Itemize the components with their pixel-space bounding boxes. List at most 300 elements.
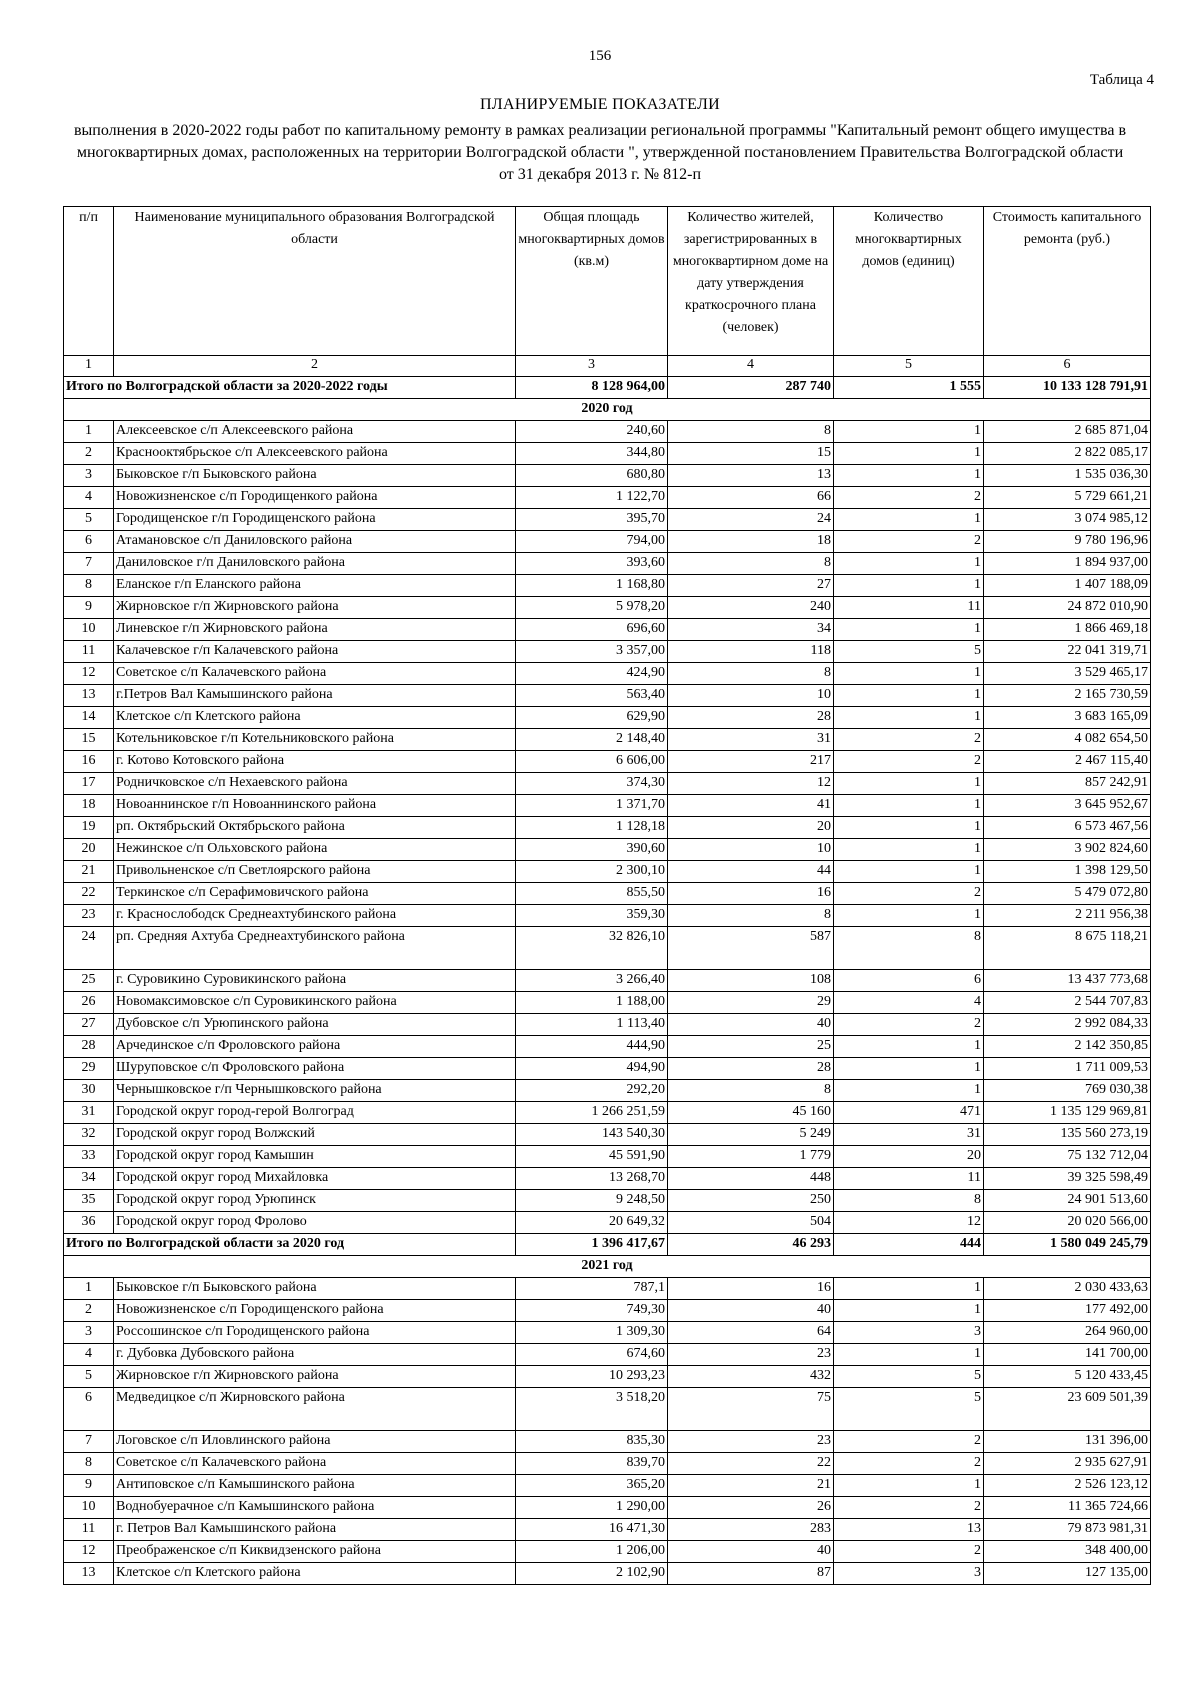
row-municipality: Медведицкое с/п Жирновского района — [114, 1388, 516, 1431]
table-row — [64, 465, 1151, 487]
row-index: 5 — [64, 1366, 114, 1388]
row-residents: 27 — [668, 575, 834, 597]
header-area: Общая площадь многоквартирных домов (кв.м) — [516, 207, 668, 356]
row-houses: 3 — [834, 1322, 984, 1344]
total-all-residents: 287 740 — [668, 377, 834, 399]
row-municipality: Городской округ город Урюпинск — [114, 1190, 516, 1212]
row-cost: 11 365 724,66 — [984, 1497, 1151, 1519]
table-row — [64, 531, 1151, 553]
row-cost: 1 398 129,50 — [984, 861, 1151, 883]
row-houses: 4 — [834, 992, 984, 1014]
row-cost: 8 675 118,21 — [984, 927, 1151, 970]
table-row — [64, 487, 1151, 509]
row-area: 1 168,80 — [516, 575, 668, 597]
row-cost: 3 529 465,17 — [984, 663, 1151, 685]
row-houses: 1 — [834, 707, 984, 729]
row-index: 18 — [64, 795, 114, 817]
row-index: 6 — [64, 531, 114, 553]
row-cost: 3 683 165,09 — [984, 707, 1151, 729]
row-cost: 2 935 627,91 — [984, 1453, 1151, 1475]
year-2021-label: 2021 год — [64, 1256, 1151, 1278]
row-area: 629,90 — [516, 707, 668, 729]
row-houses: 1 — [834, 1080, 984, 1102]
row-index: 9 — [64, 597, 114, 619]
table-row — [64, 575, 1151, 597]
row-index: 10 — [64, 619, 114, 641]
row-index: 14 — [64, 707, 114, 729]
table-row — [64, 1541, 1151, 1563]
row-area: 1 122,70 — [516, 487, 668, 509]
row-municipality: Чернышковское г/п Чернышковского района — [114, 1080, 516, 1102]
row-area: 674,60 — [516, 1344, 668, 1366]
row-houses: 3 — [834, 1563, 984, 1585]
row-residents: 217 — [668, 751, 834, 773]
row-area: 344,80 — [516, 443, 668, 465]
row-index: 1 — [64, 421, 114, 443]
row-index: 33 — [64, 1146, 114, 1168]
table-row — [64, 795, 1151, 817]
row-index: 11 — [64, 641, 114, 663]
year-2020-row — [64, 399, 1151, 421]
row-residents: 240 — [668, 597, 834, 619]
row-area: 45 591,90 — [516, 1146, 668, 1168]
row-index: 11 — [64, 1519, 114, 1541]
table-row — [64, 1563, 1151, 1585]
row-municipality: рп. Средняя Ахтуба Среднеахтубинского района — [114, 927, 516, 970]
row-houses: 1 — [834, 1475, 984, 1497]
row-index: 8 — [64, 575, 114, 597]
row-area: 424,90 — [516, 663, 668, 685]
row-houses: 2 — [834, 1541, 984, 1563]
table-label: Таблица 4 — [1089, 72, 1154, 88]
row-residents: 34 — [668, 619, 834, 641]
row-houses: 2 — [834, 729, 984, 751]
row-municipality: Жирновское г/п Жирновского района — [114, 1366, 516, 1388]
row-index: 6 — [64, 1388, 114, 1431]
row-municipality: г. Краснослободск Среднеахтубинского района — [114, 905, 516, 927]
row-houses: 5 — [834, 1388, 984, 1431]
row-municipality: Городской округ город Волжский — [114, 1124, 516, 1146]
table-row — [64, 817, 1151, 839]
row-index: 16 — [64, 751, 114, 773]
row-index: 20 — [64, 839, 114, 861]
row-index: 13 — [64, 1563, 114, 1585]
row-cost: 131 396,00 — [984, 1431, 1151, 1453]
row-area: 1 266 251,59 — [516, 1102, 668, 1124]
row-houses: 2 — [834, 1431, 984, 1453]
row-houses: 11 — [834, 597, 984, 619]
header-cost: Стоимость капитального ремонта (руб.) — [984, 207, 1151, 356]
row-cost: 1 711 009,53 — [984, 1058, 1151, 1080]
row-residents: 16 — [668, 883, 834, 905]
table-row — [64, 1519, 1151, 1541]
row-municipality: Преображенское с/п Киквидзенского района — [114, 1541, 516, 1563]
row-houses: 1 — [834, 421, 984, 443]
row-area: 794,00 — [516, 531, 668, 553]
row-municipality: Городской округ город Камышин — [114, 1146, 516, 1168]
row-area: 20 649,32 — [516, 1212, 668, 1234]
row-index: 22 — [64, 883, 114, 905]
row-cost: 2 526 123,12 — [984, 1475, 1151, 1497]
table-row — [64, 729, 1151, 751]
row-houses: 1 — [834, 1036, 984, 1058]
row-area: 16 471,30 — [516, 1519, 668, 1541]
row-houses: 2 — [834, 487, 984, 509]
row-houses: 31 — [834, 1124, 984, 1146]
row-houses: 2 — [834, 883, 984, 905]
document-title: ПЛАНИРУЕМЫЕ ПОКАЗАТЕЛИ — [479, 96, 721, 113]
row-houses: 1 — [834, 663, 984, 685]
row-index: 24 — [64, 927, 114, 970]
row-cost: 9 780 196,96 — [984, 531, 1151, 553]
row-area: 696,60 — [516, 619, 668, 641]
row-houses: 1 — [834, 619, 984, 641]
row-index: 30 — [64, 1080, 114, 1102]
row-area: 787,1 — [516, 1278, 668, 1300]
row-index: 7 — [64, 1431, 114, 1453]
table-row — [64, 509, 1151, 531]
col-number: 2 — [114, 356, 516, 377]
row-index: 35 — [64, 1190, 114, 1212]
row-area: 3 266,40 — [516, 970, 668, 992]
row-houses: 5 — [834, 641, 984, 663]
row-area: 839,70 — [516, 1453, 668, 1475]
total-2020-area: 1 396 417,67 — [516, 1234, 668, 1256]
row-index: 12 — [64, 1541, 114, 1563]
row-residents: 21 — [668, 1475, 834, 1497]
table-row — [64, 1014, 1151, 1036]
row-municipality: Новожизненское с/п Городищенского района — [114, 1300, 516, 1322]
row-houses: 2 — [834, 751, 984, 773]
row-area: 2 102,90 — [516, 1563, 668, 1585]
row-cost: 5 479 072,80 — [984, 883, 1151, 905]
row-municipality: Быковское г/п Быковского района — [114, 465, 516, 487]
row-cost: 348 400,00 — [984, 1541, 1151, 1563]
row-municipality: Жирновское г/п Жирновского района — [114, 597, 516, 619]
table-row — [64, 1036, 1151, 1058]
row-area: 2 300,10 — [516, 861, 668, 883]
table-row — [64, 663, 1151, 685]
row-municipality: Линевское г/п Жирновского района — [114, 619, 516, 641]
col-number: 6 — [984, 356, 1151, 377]
table-row — [64, 1168, 1151, 1190]
row-residents: 10 — [668, 839, 834, 861]
total-2020-residents: 46 293 — [668, 1234, 834, 1256]
row-residents: 5 249 — [668, 1124, 834, 1146]
header-municipality: Наименование муниципального образования Волгоградской области — [114, 207, 516, 356]
row-area: 395,70 — [516, 509, 668, 531]
row-index: 19 — [64, 817, 114, 839]
row-area: 749,30 — [516, 1300, 668, 1322]
page-number: 156 — [588, 48, 612, 64]
row-area: 6 606,00 — [516, 751, 668, 773]
row-residents: 26 — [668, 1497, 834, 1519]
table-row — [64, 1431, 1151, 1453]
row-municipality: г.Петров Вал Камышинского района — [114, 685, 516, 707]
table-row — [64, 1058, 1151, 1080]
row-index: 32 — [64, 1124, 114, 1146]
row-houses: 1 — [834, 861, 984, 883]
table-row — [64, 905, 1151, 927]
row-area: 680,80 — [516, 465, 668, 487]
row-municipality: г. Петров Вал Камышинского района — [114, 1519, 516, 1541]
row-municipality: Россошинское с/п Городищенского района — [114, 1322, 516, 1344]
table-row — [64, 685, 1151, 707]
row-index: 23 — [64, 905, 114, 927]
row-residents: 28 — [668, 1058, 834, 1080]
row-cost: 4 082 654,50 — [984, 729, 1151, 751]
table-row — [64, 1453, 1151, 1475]
row-index: 34 — [64, 1168, 114, 1190]
row-cost: 5 120 433,45 — [984, 1366, 1151, 1388]
row-residents: 1 779 — [668, 1146, 834, 1168]
row-houses: 6 — [834, 970, 984, 992]
row-municipality: Дубовское с/п Урюпинского района — [114, 1014, 516, 1036]
row-cost: 6 573 467,56 — [984, 817, 1151, 839]
row-cost: 24 901 513,60 — [984, 1190, 1151, 1212]
table-row — [64, 1212, 1151, 1234]
row-residents: 87 — [668, 1563, 834, 1585]
row-cost: 75 132 712,04 — [984, 1146, 1151, 1168]
row-residents: 8 — [668, 905, 834, 927]
row-municipality: Калачевское г/п Калачевского района — [114, 641, 516, 663]
row-municipality: Еланское г/п Еланского района — [114, 575, 516, 597]
total-2020-cost: 1 580 049 245,79 — [984, 1234, 1151, 1256]
row-area: 359,30 — [516, 905, 668, 927]
row-residents: 587 — [668, 927, 834, 970]
row-index: 21 — [64, 861, 114, 883]
row-houses: 2 — [834, 531, 984, 553]
row-houses: 1 — [834, 795, 984, 817]
row-area: 1 128,18 — [516, 817, 668, 839]
row-area: 143 540,30 — [516, 1124, 668, 1146]
table-row — [64, 992, 1151, 1014]
row-municipality: Клетское с/п Клетского района — [114, 707, 516, 729]
row-cost: 2 030 433,63 — [984, 1278, 1151, 1300]
row-residents: 20 — [668, 817, 834, 839]
table-row — [64, 641, 1151, 663]
row-cost: 3 902 824,60 — [984, 839, 1151, 861]
row-index: 29 — [64, 1058, 114, 1080]
column-number-row — [64, 356, 1151, 377]
table-row — [64, 707, 1151, 729]
row-residents: 41 — [668, 795, 834, 817]
row-municipality: Родничковское с/п Нехаевского района — [114, 773, 516, 795]
row-cost: 769 030,38 — [984, 1080, 1151, 1102]
total-all-label: Итого по Волгоградской области за 2020-2022 годы — [64, 377, 516, 399]
row-cost: 79 873 981,31 — [984, 1519, 1151, 1541]
row-municipality: Советское с/п Калачевского района — [114, 663, 516, 685]
total-2020-row — [64, 1234, 1151, 1256]
row-municipality: Алексеевское с/п Алексеевского района — [114, 421, 516, 443]
row-residents: 45 160 — [668, 1102, 834, 1124]
row-houses: 2 — [834, 1453, 984, 1475]
row-area: 2 148,40 — [516, 729, 668, 751]
row-index: 3 — [64, 1322, 114, 1344]
row-area: 9 248,50 — [516, 1190, 668, 1212]
row-index: 3 — [64, 465, 114, 487]
row-cost: 20 020 566,00 — [984, 1212, 1151, 1234]
row-houses: 1 — [834, 817, 984, 839]
document-subtitle: выполнения в 2020-2022 годы работ по капитальному ремонту в рамках реализации региональной программы "Капитальный ремонт общего имущества в многоквартирных домах, расположенных на территории Волгоградской области ", утвержденной постановлением Правительства Волгоградской области от 31 декабря 2013 г. № 812-п — [73, 122, 1127, 183]
row-residents: 16 — [668, 1278, 834, 1300]
row-index: 36 — [64, 1212, 114, 1234]
table-row — [64, 421, 1151, 443]
row-municipality: Нежинское с/п Ольховского района — [114, 839, 516, 861]
row-cost: 2 467 115,40 — [984, 751, 1151, 773]
row-municipality: Новоаннинское г/п Новоаннинского района — [114, 795, 516, 817]
row-municipality: Воднобуерачное с/п Камышинского района — [114, 1497, 516, 1519]
row-area: 1 206,00 — [516, 1541, 668, 1563]
row-residents: 40 — [668, 1541, 834, 1563]
row-cost: 2 544 707,83 — [984, 992, 1151, 1014]
row-municipality: Советское с/п Калачевского района — [114, 1453, 516, 1475]
row-houses: 1 — [834, 685, 984, 707]
col-number: 4 — [668, 356, 834, 377]
table-row — [64, 1497, 1151, 1519]
table-row — [64, 1300, 1151, 1322]
table-row — [64, 1344, 1151, 1366]
row-index: 8 — [64, 1453, 114, 1475]
row-cost: 3 074 985,12 — [984, 509, 1151, 531]
row-area: 292,20 — [516, 1080, 668, 1102]
row-municipality: Даниловское г/п Даниловского района — [114, 553, 516, 575]
row-residents: 23 — [668, 1431, 834, 1453]
row-index: 2 — [64, 443, 114, 465]
row-area: 393,60 — [516, 553, 668, 575]
row-residents: 432 — [668, 1366, 834, 1388]
row-houses: 11 — [834, 1168, 984, 1190]
row-houses: 1 — [834, 575, 984, 597]
row-municipality: Городской округ город Фролово — [114, 1212, 516, 1234]
row-houses: 1 — [834, 553, 984, 575]
row-houses: 1 — [834, 1300, 984, 1322]
row-area: 240,60 — [516, 421, 668, 443]
row-residents: 44 — [668, 861, 834, 883]
row-index: 25 — [64, 970, 114, 992]
row-cost: 127 135,00 — [984, 1563, 1151, 1585]
row-residents: 29 — [668, 992, 834, 1014]
row-municipality: Привольненское с/п Светлоярского района — [114, 861, 516, 883]
row-residents: 8 — [668, 1080, 834, 1102]
row-residents: 75 — [668, 1388, 834, 1431]
row-municipality: Городской округ город Михайловка — [114, 1168, 516, 1190]
row-cost: 1 866 469,18 — [984, 619, 1151, 641]
row-municipality: г. Дубовка Дубовского района — [114, 1344, 516, 1366]
row-index: 2 — [64, 1300, 114, 1322]
row-residents: 108 — [668, 970, 834, 992]
row-houses: 1 — [834, 509, 984, 531]
row-cost: 3 645 952,67 — [984, 795, 1151, 817]
col-number: 3 — [516, 356, 668, 377]
row-cost: 1 407 188,09 — [984, 575, 1151, 597]
table-row — [64, 1278, 1151, 1300]
table-row — [64, 443, 1151, 465]
table-row — [64, 970, 1151, 992]
row-residents: 12 — [668, 773, 834, 795]
table-row — [64, 861, 1151, 883]
row-index: 31 — [64, 1102, 114, 1124]
row-index: 17 — [64, 773, 114, 795]
row-houses: 1 — [834, 1058, 984, 1080]
row-residents: 23 — [668, 1344, 834, 1366]
row-municipality: Новомаксимовское с/п Суровикинского района — [114, 992, 516, 1014]
row-residents: 250 — [668, 1190, 834, 1212]
row-houses: 1 — [834, 773, 984, 795]
row-municipality: Антиповское с/п Камышинского района — [114, 1475, 516, 1497]
row-index: 9 — [64, 1475, 114, 1497]
row-cost: 2 142 350,85 — [984, 1036, 1151, 1058]
col-number: 5 — [834, 356, 984, 377]
row-area: 374,30 — [516, 773, 668, 795]
row-index: 26 — [64, 992, 114, 1014]
row-houses: 5 — [834, 1366, 984, 1388]
total-2020-label: Итого по Волгоградской области за 2020 год — [64, 1234, 516, 1256]
table-row — [64, 1322, 1151, 1344]
row-area: 3 357,00 — [516, 641, 668, 663]
header-row — [64, 207, 1151, 356]
row-residents: 64 — [668, 1322, 834, 1344]
row-municipality: Краснооктябрьское с/п Алексеевского района — [114, 443, 516, 465]
row-houses: 1 — [834, 1344, 984, 1366]
row-residents: 40 — [668, 1014, 834, 1036]
row-residents: 40 — [668, 1300, 834, 1322]
row-residents: 13 — [668, 465, 834, 487]
table-row — [64, 1146, 1151, 1168]
row-residents: 24 — [668, 509, 834, 531]
row-area: 1 371,70 — [516, 795, 668, 817]
row-cost: 39 325 598,49 — [984, 1168, 1151, 1190]
row-municipality: Теркинское с/п Серафимовичского района — [114, 883, 516, 905]
table-row — [64, 751, 1151, 773]
row-residents: 118 — [668, 641, 834, 663]
row-residents: 283 — [668, 1519, 834, 1541]
row-houses: 1 — [834, 905, 984, 927]
row-area: 855,50 — [516, 883, 668, 905]
row-cost: 2 211 956,38 — [984, 905, 1151, 927]
row-cost: 1 135 129 969,81 — [984, 1102, 1151, 1124]
row-index: 4 — [64, 1344, 114, 1366]
row-area: 390,60 — [516, 839, 668, 861]
row-area: 1 188,00 — [516, 992, 668, 1014]
table-row — [64, 773, 1151, 795]
row-municipality: Шуруповское с/п Фроловского района — [114, 1058, 516, 1080]
header-houses: Количество многоквартирных домов (единиц) — [834, 207, 984, 356]
row-houses: 1 — [834, 839, 984, 861]
row-residents: 8 — [668, 553, 834, 575]
row-residents: 15 — [668, 443, 834, 465]
row-index: 4 — [64, 487, 114, 509]
row-houses: 12 — [834, 1212, 984, 1234]
row-area: 494,90 — [516, 1058, 668, 1080]
row-municipality: Атамановское с/п Даниловского района — [114, 531, 516, 553]
row-houses: 20 — [834, 1146, 984, 1168]
row-houses: 13 — [834, 1519, 984, 1541]
row-cost: 23 609 501,39 — [984, 1388, 1151, 1431]
row-houses: 471 — [834, 1102, 984, 1124]
row-area: 1 309,30 — [516, 1322, 668, 1344]
row-residents: 31 — [668, 729, 834, 751]
row-area: 563,40 — [516, 685, 668, 707]
row-houses: 8 — [834, 927, 984, 970]
table-row — [64, 883, 1151, 905]
row-area: 1 113,40 — [516, 1014, 668, 1036]
table-row — [64, 1102, 1151, 1124]
row-index: 7 — [64, 553, 114, 575]
row-cost: 135 560 273,19 — [984, 1124, 1151, 1146]
row-cost: 1 535 036,30 — [984, 465, 1151, 487]
table-row — [64, 553, 1151, 575]
